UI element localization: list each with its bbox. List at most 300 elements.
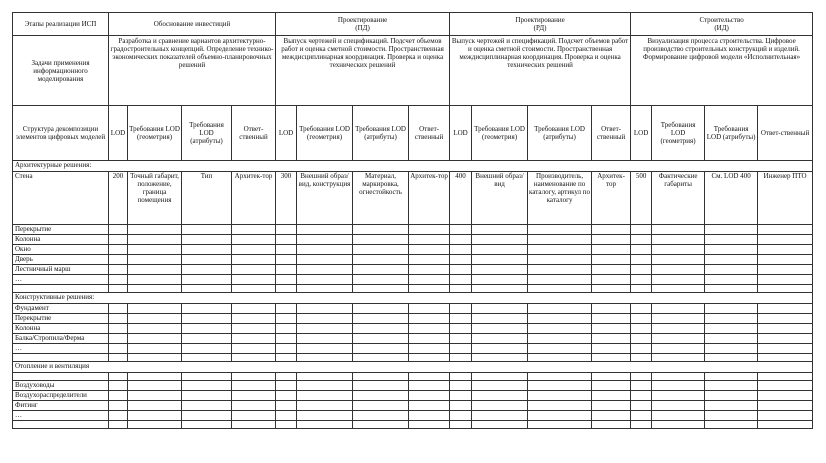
stage-tasks-3: Выпуск чертежей и спецификаций. Подсчет объемов работ и оценка сметной стоимости. Пространственная междисциплинарная координация. Проверка и оценка технических решений [450,36,631,106]
cell [528,225,592,235]
cell [353,304,409,314]
constr-items [13,304,813,362]
cell [450,381,472,391]
element-name: Перекрытие [13,314,109,324]
cell [758,401,813,411]
element-name: Лестничный марш [13,265,109,275]
cell [353,225,409,235]
cell [109,401,128,411]
cell [409,304,450,314]
cell [705,334,758,344]
cell [705,245,758,255]
cell [232,373,276,381]
cell [276,265,297,275]
cell [631,245,652,255]
cell [182,245,232,255]
cell [652,354,705,362]
cell [652,324,705,334]
cell [353,245,409,255]
element-name: Балка/Стропила/Ферма [13,334,109,344]
cell [758,381,813,391]
cell [631,354,652,362]
cell [631,235,652,245]
col-attributes: Требования LOD (атрибуты) [353,106,409,161]
cell [758,314,813,324]
cell [297,401,353,411]
stage-tasks-2: Выпуск чертежей и спецификаций. Подсчет объемов работ и оценка сметной стоимости. Пространственная междисциплинарная координация. Проверка и оценка технических решений [276,36,450,106]
table-row [13,275,813,285]
cell [182,421,232,429]
cell [182,391,232,401]
element-name: Стена [13,172,109,225]
cell [450,255,472,265]
cell [409,314,450,324]
table-row [13,235,813,245]
cell [128,245,182,255]
cell [472,275,528,285]
cell [450,373,472,381]
cell [592,344,631,354]
cell [758,421,813,429]
element-name: Фитинг [13,401,109,411]
cell [232,391,276,401]
columns-header-row [13,106,813,161]
cell [528,275,592,285]
table-row [13,391,813,401]
cell [353,275,409,285]
cell [297,344,353,354]
stages-header-row [13,13,813,36]
cell [592,255,631,265]
cell [128,255,182,265]
col-lod: LOD [109,106,128,161]
cell [472,411,528,421]
blank-row [13,373,813,381]
section-title-hvac: Отопление и вентиляция [13,362,813,373]
cell [592,245,631,255]
cell [450,314,472,324]
cell [128,391,182,401]
cell [450,275,472,285]
cell [652,245,705,255]
cell [109,275,128,285]
cell [353,334,409,344]
cell [472,421,528,429]
cell [297,324,353,334]
cell [297,391,353,401]
cell [276,401,297,411]
cell [409,334,450,344]
cell [232,314,276,324]
cell [232,344,276,354]
cell [472,225,528,235]
cell [109,285,128,293]
cell [109,373,128,381]
cell [450,324,472,334]
cell [409,344,450,354]
cell [109,235,128,245]
cell [450,344,472,354]
cell [592,421,631,429]
cell [128,401,182,411]
cell [232,381,276,391]
cell [472,324,528,334]
cell [592,285,631,293]
col-responsible: Ответ-ственный [409,106,450,161]
cell [705,401,758,411]
cell [409,411,450,421]
cell [409,285,450,293]
cell [758,265,813,275]
cell [353,421,409,429]
cell [450,391,472,401]
cell [109,421,128,429]
cell [528,344,592,354]
cell [472,344,528,354]
cell [109,225,128,235]
cell [705,255,758,265]
cell [652,381,705,391]
col-attributes: Требования LOD (атрибуты) [182,106,232,161]
cell [631,314,652,324]
cell [450,265,472,275]
cell [182,275,232,285]
col-lod: LOD [631,106,652,161]
cell [631,334,652,344]
element-name: Перекрытие [13,225,109,235]
cell [528,401,592,411]
cell [128,314,182,324]
cell [409,391,450,401]
element-name: Дверь [13,255,109,265]
cell [592,334,631,344]
cell [182,314,232,324]
cell [128,265,182,275]
cell [128,354,182,362]
element-name: Окно [13,245,109,255]
cell [297,381,353,391]
cell [353,354,409,362]
lod-geometry: Внешний образ/вид, конструкция [297,172,353,225]
cell [109,324,128,334]
cell [276,411,297,421]
cell [528,255,592,265]
cell [528,381,592,391]
cell [631,401,652,411]
cell [276,285,297,293]
cell [409,265,450,275]
arch-items [13,225,813,293]
cell [758,235,813,245]
cell [109,354,128,362]
table-row [13,411,813,421]
cell [182,225,232,235]
cell [297,421,353,429]
cell [592,411,631,421]
cell [472,354,528,362]
cell [232,411,276,421]
cell [472,314,528,324]
cell [652,401,705,411]
cell [353,411,409,421]
cell [182,324,232,334]
cell [631,344,652,354]
cell [276,314,297,324]
cell [592,354,631,362]
cell [276,421,297,429]
table-row [13,401,813,411]
cell [528,391,592,401]
cell [705,411,758,421]
cell [705,275,758,285]
stage-tasks-1: Разработка и сравнение вариантов архитектурно-градостроительных концепций. Определение технико-экономических показателей объемно-планировочных решений [109,36,276,106]
element-name [13,421,109,429]
col-lod: LOD [450,106,472,161]
cell [409,245,450,255]
cell [232,324,276,334]
element-name: Колонна [13,235,109,245]
cell [353,285,409,293]
lod-value: 400 [450,172,472,225]
cell [128,344,182,354]
cell [128,381,182,391]
col-responsible: Ответ-ственный [758,106,813,161]
cell [232,334,276,344]
cell [450,245,472,255]
cell [472,391,528,401]
cell [705,381,758,391]
cell [297,285,353,293]
stage-header-3: Проектирование (РД) [450,13,631,36]
cell [528,373,592,381]
element-name: … [13,344,109,354]
cell [705,421,758,429]
cell [652,285,705,293]
cell [528,245,592,255]
lod-value: 200 [109,172,128,225]
section-row-arch [13,161,813,172]
cell [758,275,813,285]
cell [109,344,128,354]
cell [353,381,409,391]
cell [182,381,232,391]
cell [182,354,232,362]
cell [705,324,758,334]
cell [652,314,705,324]
table-row [13,324,813,334]
cell [182,344,232,354]
section-row-hvac [13,362,813,373]
cell [109,381,128,391]
lod-value: 500 [631,172,652,225]
lod-matrix-sheet [12,12,812,429]
cell [276,255,297,265]
lod-geometry: Точный габарит, положение, граница помещения [128,172,182,225]
cell [652,421,705,429]
cell [128,225,182,235]
cell [128,304,182,314]
cell [758,354,813,362]
cell [297,334,353,344]
element-name: … [13,411,109,421]
lod-attributes: См. LOD 400 [705,172,758,225]
element-name [13,354,109,362]
cell [528,235,592,245]
cell [353,391,409,401]
cell [652,344,705,354]
cell [182,285,232,293]
col-geometry: Требования LOD (геометрия) [652,106,705,161]
cell [652,411,705,421]
element-name [13,373,109,381]
cell [353,265,409,275]
cell [182,373,232,381]
lod-geometry: Фактические габариты [652,172,705,225]
cell [528,285,592,293]
cell [182,265,232,275]
cell [276,373,297,381]
cell [705,265,758,275]
cell [472,255,528,265]
cell [705,391,758,401]
table-row [13,314,813,324]
cell [409,275,450,285]
cell [592,324,631,334]
cell [182,304,232,314]
cell [758,334,813,344]
cell [297,225,353,235]
lod-attributes: Тип [182,172,232,225]
cell [592,391,631,401]
cell [232,285,276,293]
cell [297,373,353,381]
section-title-arch: Архитектурные решения: [13,161,813,172]
element-name: … [13,275,109,285]
cell [450,354,472,362]
cell [592,225,631,235]
blank-row [13,354,813,362]
cell [758,225,813,235]
cell [276,334,297,344]
cell [128,235,182,245]
cell [276,344,297,354]
stage-header-4: Строительство (ИД) [631,13,813,36]
cell [472,235,528,245]
cell [276,391,297,401]
cell [472,373,528,381]
cell [450,235,472,245]
cell [631,324,652,334]
cell [276,245,297,255]
cell [409,235,450,245]
cell [232,275,276,285]
cell [109,411,128,421]
cell [450,401,472,411]
cell [705,235,758,245]
cell [409,373,450,381]
cell [128,275,182,285]
cell [297,275,353,285]
cell [276,324,297,334]
table-row [13,225,813,235]
cell [276,235,297,245]
cell [232,225,276,235]
cell [409,421,450,429]
hvac-items [13,373,813,429]
cell [705,225,758,235]
cell [472,265,528,275]
cell [450,304,472,314]
cell [592,235,631,245]
cell [758,411,813,421]
cell [109,245,128,255]
cell [109,265,128,275]
cell [631,381,652,391]
cell [758,304,813,314]
cell [631,265,652,275]
cell [592,373,631,381]
cell [297,245,353,255]
cell [128,421,182,429]
cell [297,354,353,362]
cell [592,275,631,285]
cell [353,401,409,411]
element-name: Колонна [13,324,109,334]
cell [592,304,631,314]
cell [758,391,813,401]
responsible: Инженер ПТО [758,172,813,225]
cell [652,255,705,265]
cell [472,334,528,344]
lod-attributes: Материал, маркировка, огнестойкость [353,172,409,225]
cell [705,285,758,293]
cell [276,304,297,314]
cell [109,391,128,401]
cell [409,255,450,265]
cell [758,373,813,381]
col-attributes: Требования LOD (атрибуты) [528,106,592,161]
cell [631,255,652,265]
cell [528,411,592,421]
cell [353,235,409,245]
responsible: Архитек-тор [232,172,276,225]
cell [128,334,182,344]
stages-label: Этапы реализации ИСП [13,13,109,36]
cell [182,401,232,411]
cell [297,411,353,421]
section-title-constr: Конструктивные решения: [13,293,813,304]
cell [276,354,297,362]
element-name [13,285,109,293]
cell [652,304,705,314]
element-name: Воздухораспределители [13,391,109,401]
col-lod: LOD [276,106,297,161]
cell [705,304,758,314]
cell [705,373,758,381]
responsible: Архитек-тор [592,172,631,225]
responsible: Архитек-тор [409,172,450,225]
cell [232,304,276,314]
structure-label: Структура декомпозиции элементов цифровых моделей [13,106,109,161]
cell [232,245,276,255]
cell [409,324,450,334]
cell [631,373,652,381]
cell [705,314,758,324]
lod-geometry: Внешний образ/вид [472,172,528,225]
cell [631,285,652,293]
table-row [13,255,813,265]
cell [472,285,528,293]
